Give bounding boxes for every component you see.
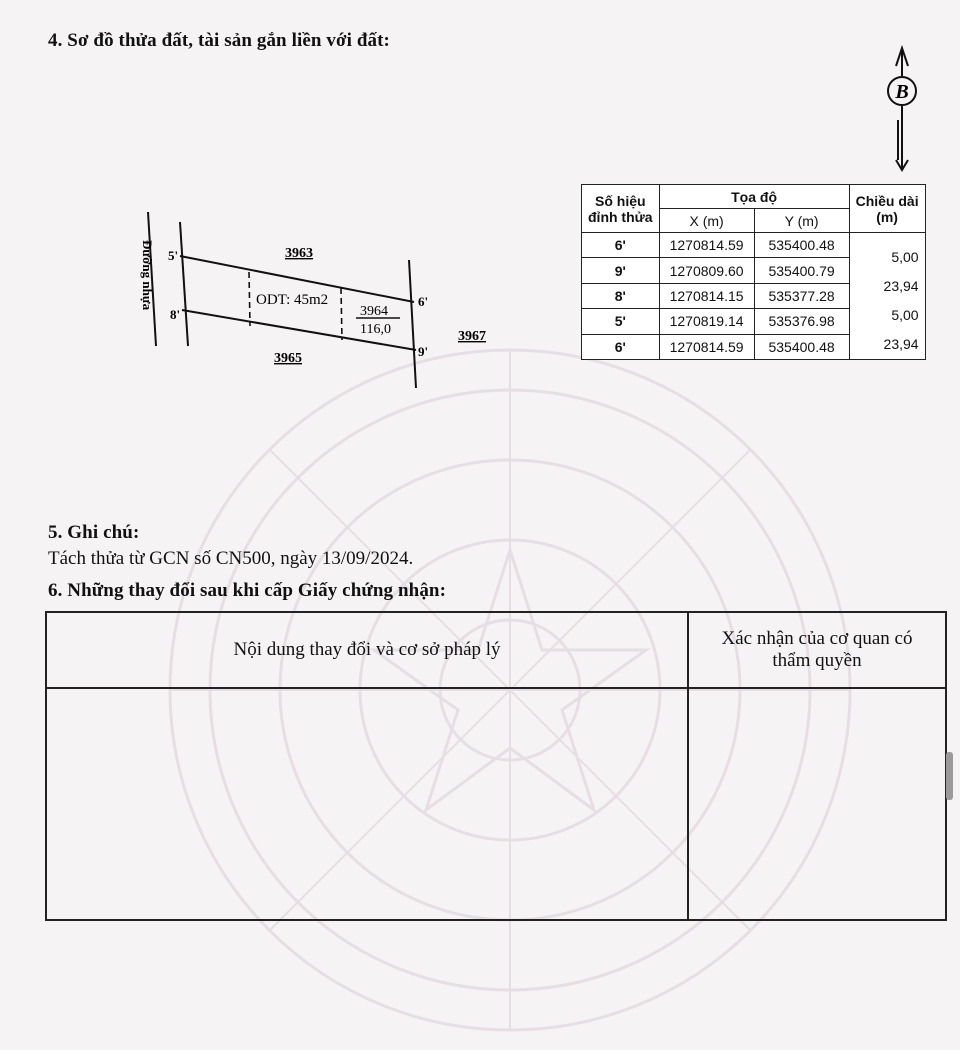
- parcel-diagram: [110, 200, 510, 400]
- parcel-area: 116,0: [360, 322, 391, 337]
- road-line-right: [180, 222, 188, 346]
- changes-content-cell[interactable]: [46, 688, 688, 920]
- section-6-heading: 6. Những thay đổi sau khi cấp Giấy chứng nhận:: [48, 580, 447, 601]
- header-y: Y (m): [754, 209, 849, 233]
- authority-confirmation-header: Xác nhận của cơ quan có thẩm quyền: [688, 612, 946, 688]
- table-row: 9' 1270809.60 535400.79: [582, 258, 926, 283]
- section-5-heading: 5. Ghi chú:: [48, 522, 140, 543]
- adjacent-parcel-north: 3963: [285, 246, 313, 261]
- changes-table: [45, 611, 947, 921]
- section-4-heading: 4. Sơ đồ thửa đất, tài sản gắn liền với đất:: [48, 30, 390, 51]
- point-5-label: 5': [168, 248, 179, 263]
- point-8-label: 8': [170, 307, 181, 322]
- note-text: Tách thửa từ GCN số CN500, ngày 13/09/2024.: [48, 548, 414, 569]
- road-label: Đường nhựa: [140, 240, 155, 311]
- point-6-label: 6': [418, 294, 429, 309]
- adjacent-parcel-east: 3967: [458, 329, 486, 344]
- point-9-label: 9': [418, 344, 429, 359]
- header-coords: Tọa độ: [659, 185, 849, 209]
- scrollbar-thumb[interactable]: [946, 752, 953, 800]
- north-arrow-label: B: [895, 81, 909, 103]
- table-row: 6' 1270814.59 535400.48 5,00 23,94 5,00 23,94: [582, 233, 926, 258]
- land-use-label: ODT: 45m2: [256, 292, 329, 308]
- east-boundary-line: [409, 260, 416, 388]
- coordinate-table: [581, 184, 926, 360]
- table-row: 5' 1270819.14 535376.98: [582, 309, 926, 334]
- adjacent-parcel-south: 3965: [274, 351, 302, 366]
- length-column: 5,00 23,94 5,00 23,94: [849, 233, 925, 360]
- authority-confirmation-cell[interactable]: [688, 688, 946, 920]
- table-row: 8' 1270814.15 535377.28: [582, 283, 926, 308]
- table-row: 6' 1270814.59 535400.48: [582, 334, 926, 359]
- parcel-number: 3964: [360, 304, 388, 319]
- north-arrow-icon: [880, 44, 924, 174]
- header-point: Số hiệu đỉnh thửa: [582, 185, 660, 233]
- header-length: Chiều dài (m): [849, 185, 925, 233]
- changes-content-header: Nội dung thay đổi và cơ sở pháp lý: [46, 612, 688, 688]
- header-x: X (m): [659, 209, 754, 233]
